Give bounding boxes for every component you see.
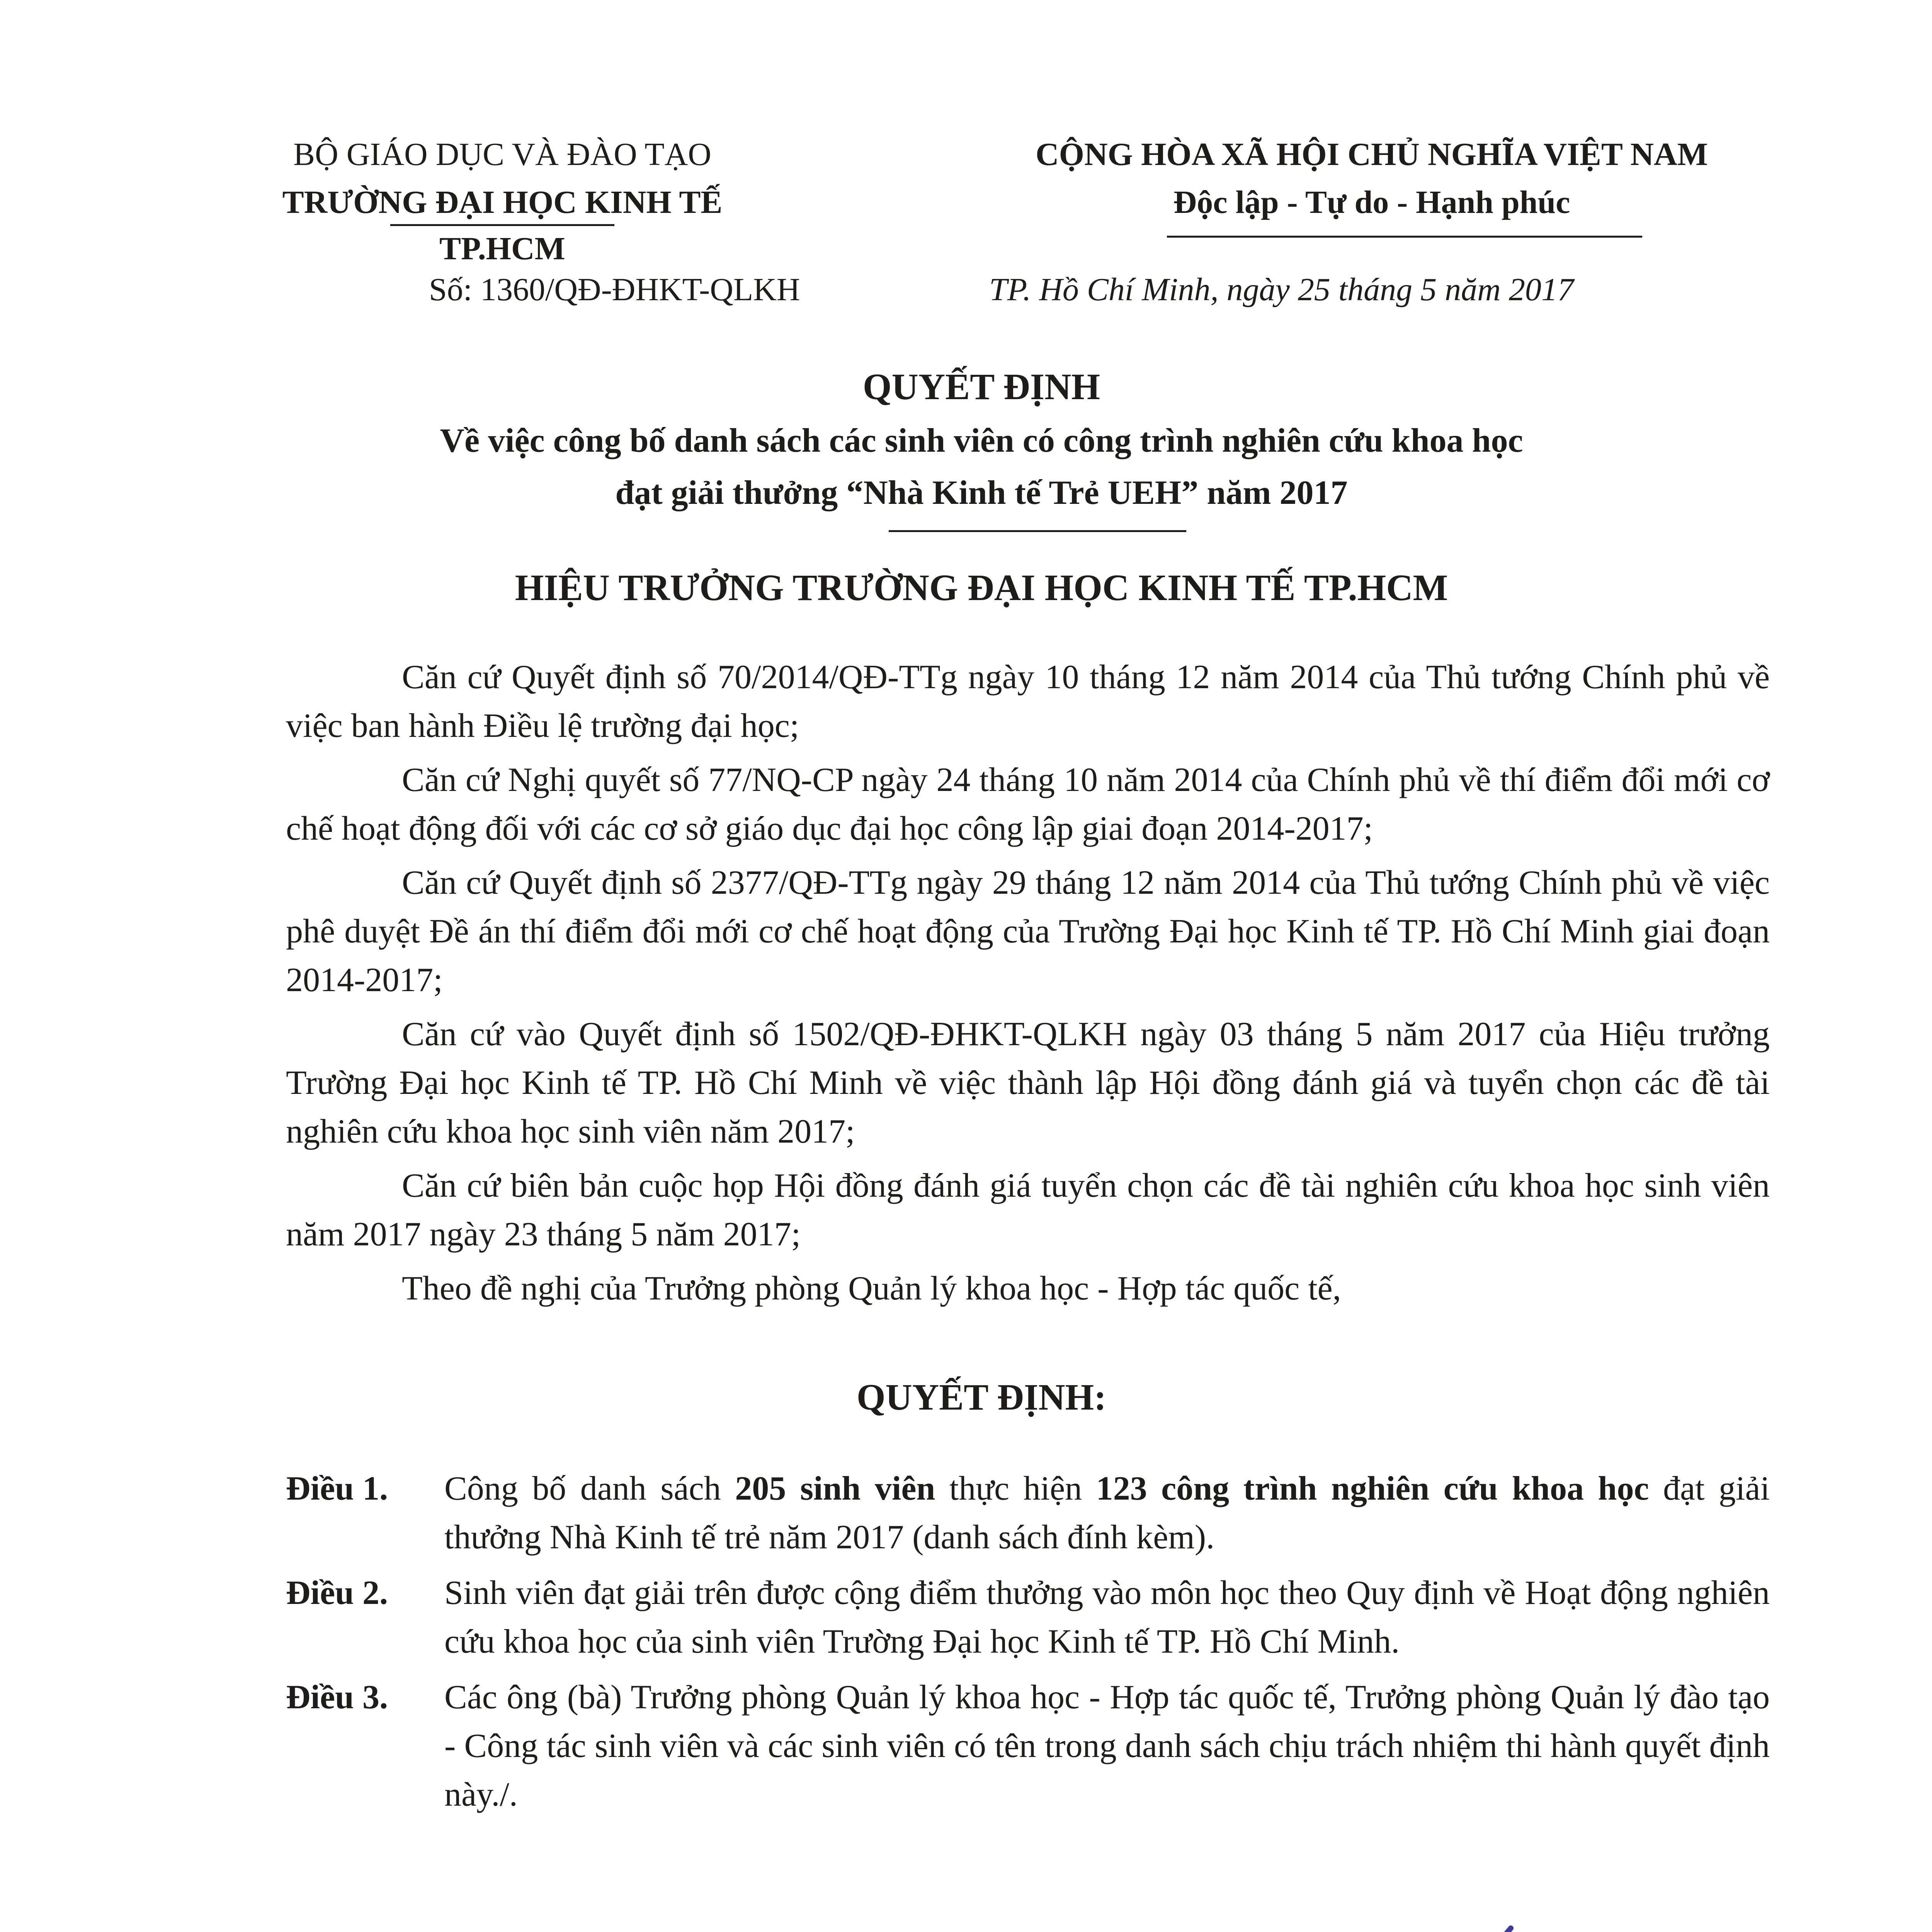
document-number: Số: 1360/QĐ-ĐHKT-QLKH bbox=[429, 272, 800, 308]
place-date: TP. Hồ Chí Minh, ngày 25 tháng 5 năm 2017 bbox=[989, 272, 1574, 308]
article-label: Điều 1. bbox=[286, 1470, 388, 1507]
decision-heading: QUYẾT ĐỊNH: bbox=[856, 1376, 1107, 1418]
motto-underline bbox=[1167, 236, 1642, 238]
article-text: Sinh viên đạt giải trên được cộng điểm thưởng vào môn học theo Quy định về Hoạt động nghiên cứu khoa học của sinh viên Trường Đại học Kinh tế TP. Hồ Chí Minh. bbox=[444, 1574, 1770, 1660]
country-name: CỘNG HÒA XÃ HỘI CHỦ NGHĨA VIỆT NAM bbox=[1035, 136, 1708, 172]
student-count: 205 sinh viên bbox=[735, 1470, 935, 1507]
national-heading bbox=[947, 131, 1797, 227]
article-2 bbox=[286, 1569, 1770, 1666]
project-count: 123 công trình nghiên cứu khoa học bbox=[1096, 1470, 1649, 1507]
handwritten-signature bbox=[1012, 1913, 1700, 1932]
article-text-part: đạt giải thưởng Nhà Kinh tế trẻ năm 2017 (danh sách đính kèm). bbox=[444, 1470, 1770, 1556]
title-underline bbox=[889, 530, 1186, 532]
preamble bbox=[286, 653, 1770, 1318]
article-1 bbox=[286, 1464, 1770, 1562]
article-text-part: thực hiện bbox=[935, 1470, 1096, 1507]
document-title: QUYẾT ĐỊNH bbox=[862, 366, 1100, 407]
university-name: TRƯỜNG ĐẠI HỌC KINH TẾ TP.HCM bbox=[282, 184, 723, 267]
preamble-item: Căn cứ Quyết định số 2377/QĐ-TTg ngày 29 tháng 12 năm 2014 của Thủ tướng Chính phủ về việc phê duyệt Đề án thí điểm đổi mới cơ chế hoạt động của Trường Đại học Kinh tế TP. Hồ Chí Minh giai đoạn 2014-2017; bbox=[286, 864, 1770, 999]
preamble-item: Theo đề nghị của Trưởng phòng Quản lý khoa học - Hợp tác quốc tế, bbox=[402, 1270, 1341, 1307]
article-text: Các ông (bà) Trưởng phòng Quản lý khoa học - Hợp tác quốc tế, Trưởng phòng Quản lý đào tạo - Công tác sinh viên và các sinh viên có tên trong danh sách chịu trách nhiệm thi hành quyết định này./. bbox=[444, 1679, 1770, 1813]
ministry-name: BỘ GIÁO DỤC VÀ ĐÀO TẠO bbox=[293, 136, 711, 172]
preamble-item: Căn cứ biên bản cuộc họp Hội đồng đánh giá tuyển chọn các đề tài nghiên cứu khoa học sinh viên năm 2017 ngày 23 tháng 5 năm 2017; bbox=[286, 1167, 1770, 1253]
preamble-item: Căn cứ Quyết định số 70/2014/QĐ-TTg ngày 10 tháng 12 năm 2014 của Thủ tướng Chính phủ về việc ban hành Điều lệ trường đại học; bbox=[286, 658, 1770, 745]
article-label: Điều 3. bbox=[286, 1679, 388, 1716]
articles bbox=[286, 1464, 1770, 1826]
national-motto: Độc lập - Tự do - Hạnh phúc bbox=[1173, 184, 1570, 220]
authority-heading: HIỆU TRƯỞNG TRƯỜNG ĐẠI HỌC KINH TẾ TP.HCM bbox=[515, 567, 1448, 608]
article-label: Điều 2. bbox=[286, 1574, 388, 1612]
title-subject-line2: đạt giải thưởng “Nhà Kinh tế Trẻ UEH” năm 2017 bbox=[615, 474, 1348, 512]
preamble-item: Căn cứ vào Quyết định số 1502/QĐ-ĐHKT-QLKH ngày 03 tháng 5 năm 2017 của Hiệu trưởng Trường Đại học Kinh tế TP. Hồ Chí Minh về việc thành lập Hội đồng đánh giá và tuyển chọn các đề tài nghiên cứu khoa học sinh viên năm 2017; bbox=[286, 1015, 1770, 1150]
article-3 bbox=[286, 1673, 1770, 1819]
issuer-underline bbox=[390, 224, 614, 226]
preamble-item: Căn cứ Nghị quyết số 77/NQ-CP ngày 24 tháng 10 năm 2014 của Chính phủ về thí điểm đổi mới cơ chế hoạt động đối với các cơ sở giáo dục đại học công lập giai đoạn 2014-2017; bbox=[286, 761, 1770, 847]
issuer-block bbox=[247, 131, 757, 267]
title-subject-line1: Về việc công bố danh sách các sinh viên có công trình nghiên cứu khoa học bbox=[440, 422, 1523, 459]
article-text bbox=[444, 1464, 1770, 1562]
article-text-part: Công bố danh sách bbox=[444, 1470, 735, 1507]
